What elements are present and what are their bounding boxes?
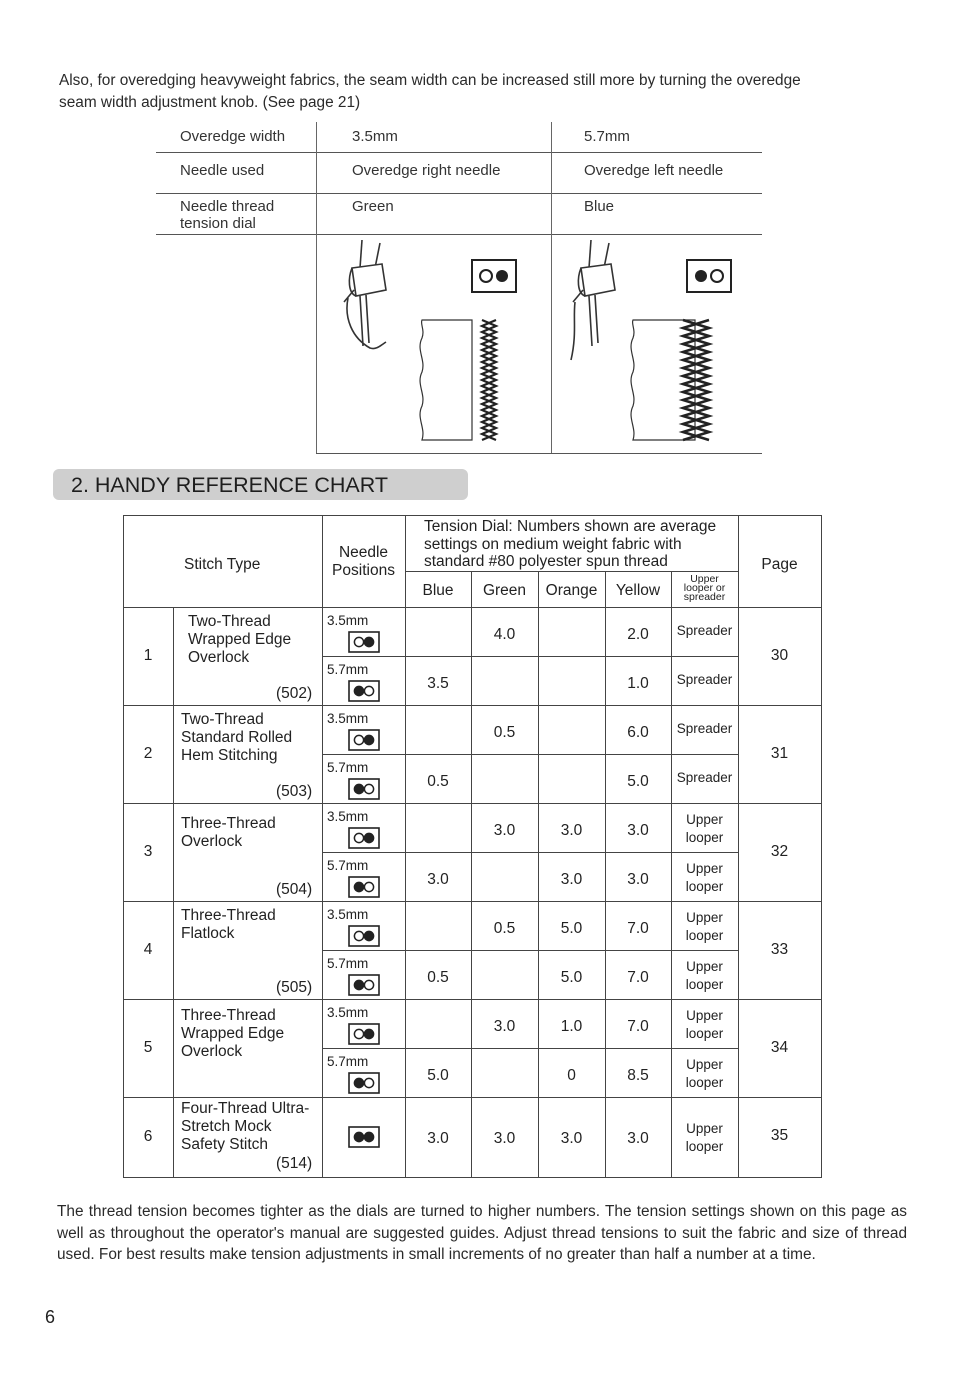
stitch-code: (503) <box>276 783 313 800</box>
tension-yellow: 7.0 <box>627 919 649 937</box>
page-ref: 35 <box>770 1127 789 1144</box>
page-ref: 33 <box>770 941 789 958</box>
tension-yellow: 8.5 <box>627 1066 649 1084</box>
needle-left-icon <box>348 680 380 702</box>
value-needle-57: Overedge left needle <box>584 162 724 179</box>
tension-blue: 3.0 <box>427 1130 449 1147</box>
page-number: 6 <box>45 1307 56 1327</box>
label-overedge-width: Overedge width <box>180 128 286 145</box>
upper-looper-label: looper <box>685 1074 724 1090</box>
upper-looper-label: looper <box>685 878 724 894</box>
tension-yellow: 5.0 <box>627 772 649 790</box>
subrow-border <box>322 656 738 657</box>
label-tension-dial: tension dial <box>180 215 256 232</box>
value-width-57: 5.7mm <box>584 128 630 145</box>
needle-left-icon <box>348 876 380 898</box>
page-ref: 31 <box>770 745 789 762</box>
tension-yellow: 7.0 <box>627 968 649 986</box>
header-upper-1: Upper <box>690 573 719 585</box>
stitch-name-line: Wrapped Edge <box>181 1025 285 1042</box>
upper-looper-label: Upper <box>686 1056 723 1072</box>
page-ref: 30 <box>770 647 789 664</box>
header-tension-2: settings on medium weight fabric with <box>424 536 682 553</box>
stitch-name-line: Three-Thread <box>181 815 276 832</box>
tension-yellow: 6.0 <box>627 723 649 741</box>
header-upper-3: spreader <box>683 591 726 603</box>
value-color-57: Blue <box>584 198 615 215</box>
tension-yellow: 3.0 <box>627 1130 649 1147</box>
needle-size: 3.5mm <box>327 613 369 628</box>
upper-looper-label: Spreader <box>676 622 733 638</box>
intro-line-2: seam width adjustment knob. (See page 21) <box>59 94 361 111</box>
page-ref: 34 <box>770 1039 789 1056</box>
upper-looper-label: Spreader <box>676 769 733 785</box>
intro-line-1: Also, for overedging heavyweight fabrics, the seam width can be increased still more by turning the overedge <box>59 72 801 89</box>
header-tension-3: standard #80 polyester spun thread <box>424 553 668 570</box>
upper-looper-label: Upper <box>686 860 723 876</box>
stitch-name-line: Two-Thread <box>181 711 264 728</box>
stitch-name-line: Overlock <box>181 1043 243 1060</box>
upper-looper-label: Upper <box>686 811 723 827</box>
tension-yellow: 3.0 <box>627 821 649 839</box>
row-border <box>123 999 822 1000</box>
tension-orange: 3.0 <box>560 1130 583 1147</box>
row-number: 5 <box>143 1039 153 1056</box>
stitch-name-line: Three-Thread <box>181 907 276 924</box>
row-number: 6 <box>143 1128 153 1145</box>
row-border <box>123 705 822 706</box>
header-positions: Positions <box>332 562 395 579</box>
needle-size: 5.7mm <box>327 760 369 775</box>
tension-yellow: 3.0 <box>627 870 649 888</box>
upper-looper-label: Spreader <box>676 720 733 736</box>
upper-looper-label: Upper <box>686 909 723 925</box>
upper-looper-label: looper <box>685 1025 724 1041</box>
stitch-name-line: Overlock <box>188 649 250 666</box>
header-stitch-type: Stitch Type <box>184 556 261 573</box>
tension-orange: 5.0 <box>560 968 583 986</box>
needle-right-icon <box>348 1023 380 1045</box>
tension-orange: 3.0 <box>560 870 583 888</box>
header-page: Page <box>761 556 798 573</box>
upper-looper-label: Upper <box>686 1121 723 1136</box>
label-needle-thread: Needle thread <box>180 198 275 215</box>
tension-orange: 5.0 <box>560 919 583 937</box>
value-needle-35: Overedge right needle <box>352 162 501 179</box>
needle-size: 5.7mm <box>327 1054 369 1069</box>
upper-looper-label: Spreader <box>676 671 733 687</box>
upper-looper-label: looper <box>685 927 724 943</box>
row-border <box>123 1097 822 1098</box>
col-border <box>821 515 822 1178</box>
stitch-name-line: Three-Thread <box>181 1007 276 1024</box>
tension-green: 3.0 <box>493 1017 516 1035</box>
row-border <box>123 515 822 516</box>
page-ref: 32 <box>770 843 789 860</box>
col-border <box>471 571 472 1177</box>
col-border <box>322 515 323 1177</box>
stitch-name-line: Hem Stitching <box>181 747 278 764</box>
tension-green: 3.0 <box>493 821 516 839</box>
tension-orange: 1.0 <box>560 1017 583 1035</box>
stitch-name-line: Overlock <box>181 833 243 850</box>
header-divider <box>405 571 738 572</box>
needle-right-icon <box>348 827 380 849</box>
stitch-name-line: Two-Thread <box>188 613 271 630</box>
tension-green: 3.0 <box>493 1130 516 1147</box>
needle-left-icon <box>348 778 380 800</box>
tension-green: 4.0 <box>493 625 516 643</box>
stitch-name-line: Wrapped Edge <box>188 631 292 648</box>
upper-looper-label: looper <box>685 829 724 845</box>
footer-paragraph: The thread tension becomes tighter as the dials are turned to higher numbers. The tension settings shown on this page as well as throughout the operator's manual are suggested guides. Adjust thread tensions to suit the fabric and size of thread used. For best results make tension adjustments in small increments of no greater than half a number at a time. <box>57 1203 907 1263</box>
header-green: Green <box>482 582 527 599</box>
tension-blue: 0.5 <box>427 968 449 986</box>
row-number: 4 <box>143 941 153 958</box>
subrow-border <box>322 852 738 853</box>
row-border <box>123 901 822 902</box>
upper-looper-label: Upper <box>686 958 723 974</box>
needle-size: 5.7mm <box>327 858 369 873</box>
row-border <box>123 803 822 804</box>
tension-blue: 3.5 <box>427 674 449 692</box>
stitch-name-line: Standard Rolled <box>181 729 293 746</box>
needle-size: 3.5mm <box>327 1005 369 1020</box>
needle-size: 3.5mm <box>327 711 369 726</box>
stitch-name-line: Safety Stitch <box>181 1136 269 1153</box>
value-color-35: Green <box>352 198 394 215</box>
tension-blue: 0.5 <box>427 772 449 790</box>
needle-left-icon <box>348 974 380 996</box>
header-yellow: Yellow <box>615 582 661 599</box>
upper-looper-label: looper <box>685 1139 724 1154</box>
tension-yellow: 2.0 <box>627 625 649 643</box>
needle-right-icon <box>348 631 380 653</box>
upper-looper-label: looper <box>685 976 724 992</box>
upper-looper-label: Upper <box>686 1007 723 1023</box>
subrow-border <box>322 1048 738 1049</box>
needle-right-icon <box>348 729 380 751</box>
section-title: 2. HANDY REFERENCE CHART <box>71 473 388 497</box>
needle-both-icon <box>348 1126 380 1148</box>
tension-green: 0.5 <box>493 919 516 937</box>
needle-left-icon <box>348 1072 380 1094</box>
row-number: 3 <box>143 843 153 860</box>
value-width-35: 3.5mm <box>352 128 398 145</box>
needle-right-icon <box>348 925 380 947</box>
tension-orange: 3.0 <box>560 821 583 839</box>
subrow-border <box>322 754 738 755</box>
header-upper-2: looper or <box>683 582 726 594</box>
stitch-code: (505) <box>276 979 313 996</box>
subrow-border <box>322 950 738 951</box>
tension-yellow: 7.0 <box>627 1017 649 1035</box>
stitch-code: (504) <box>276 881 313 898</box>
tension-blue: 3.0 <box>427 870 449 888</box>
needle-size: 3.5mm <box>327 809 369 824</box>
stitch-name-line: Flatlock <box>181 925 235 942</box>
row-border <box>123 607 822 608</box>
needle-size: 5.7mm <box>327 956 369 971</box>
row-number: 1 <box>143 647 153 664</box>
stitch-code: (502) <box>276 685 313 702</box>
needle-size: 3.5mm <box>327 907 369 922</box>
tension-blue: 5.0 <box>427 1066 449 1084</box>
needle-size: 5.7mm <box>327 662 369 677</box>
row-number: 2 <box>143 745 153 762</box>
tension-orange: 0 <box>567 1066 576 1084</box>
tension-yellow: 1.0 <box>627 674 649 692</box>
header-blue: Blue <box>422 582 454 599</box>
col-border <box>173 607 174 1177</box>
row-border <box>123 1177 822 1178</box>
stitch-name-line: Stretch Mock <box>181 1118 272 1135</box>
header-orange: Orange <box>545 582 598 599</box>
tension-green: 0.5 <box>493 723 516 741</box>
stitch-name-line: Four-Thread Ultra- <box>181 1100 310 1117</box>
header-tension-1: Tension Dial: Numbers shown are average <box>424 518 717 535</box>
header-needle: Needle <box>338 544 389 561</box>
label-needle-used: Needle used <box>180 162 265 179</box>
stitch-code: (514) <box>276 1155 313 1172</box>
